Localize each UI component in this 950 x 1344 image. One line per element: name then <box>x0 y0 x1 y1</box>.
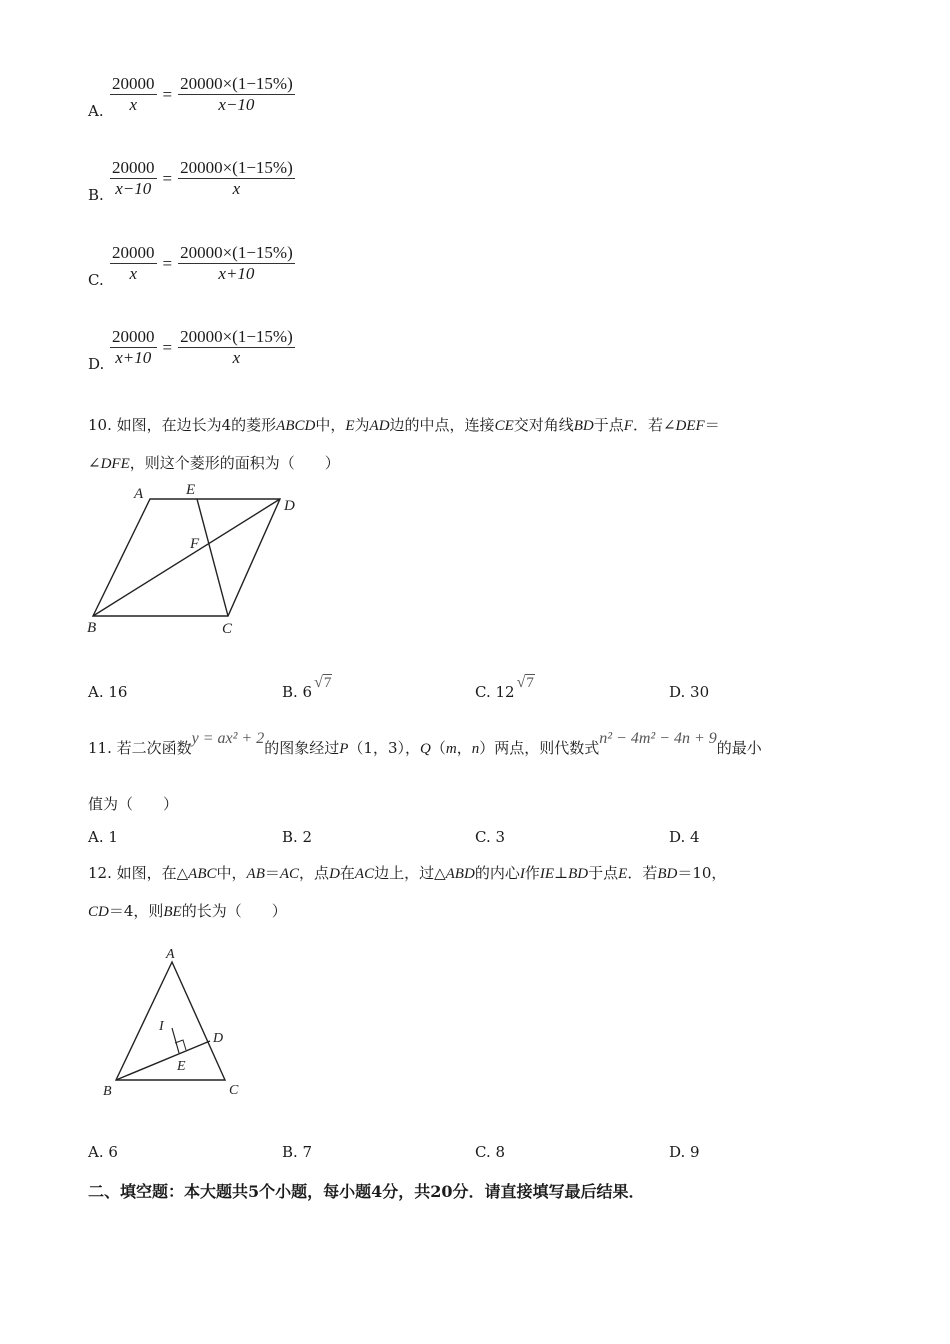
choice-c[interactable]: C. 8 <box>475 1143 506 1161</box>
label-c: C <box>229 1083 239 1098</box>
q12-text-line2: CD＝4，则BE的长为（ ） <box>88 902 287 920</box>
q10-text-line1: 10. 如图，在边长为4的菱形ABCD中，E为AD边的中点，连接CE交对角线BD于点F．若∠DEF＝ <box>88 416 720 434</box>
q11-text-line1: 11. 若二次函数y = ax² + 2的图象经过P（1，3），Q（m，n）两点，则代数式n² − 4m² − 4n + 9的最小 <box>88 730 762 757</box>
label-e: E <box>186 482 196 498</box>
option-label: D. <box>88 355 105 373</box>
equation: $\frac{20000}{x+10}$ = $\frac{20000\times(1-15\%)}{x}$ <box>112 327 293 367</box>
label-b: B <box>103 1084 112 1099</box>
option-label: A. <box>88 102 104 120</box>
label-c: C <box>222 621 233 637</box>
triangle-figure <box>95 940 255 1104</box>
label-b: B <box>87 620 97 636</box>
option-label: B. <box>88 186 104 204</box>
choice-b[interactable]: B. 7 <box>282 1143 313 1161</box>
option-label: C. <box>88 271 104 289</box>
triangle-abc <box>116 962 225 1080</box>
label-a: A <box>134 486 144 502</box>
segment-ce <box>197 499 228 616</box>
equation: $\frac{20000}{x}$ = $\frac{20000\times(1-15\%)}{x-10}$ <box>112 74 293 114</box>
label-a: A <box>166 947 175 962</box>
label-d: D <box>284 498 295 514</box>
q12-text-line1: 12. 如图，在△ABC中，AB＝AC，点D在AC边上，过△ABD的内心I作IE⊥BD于点E．若BD＝10， <box>88 864 727 882</box>
choice-c[interactable]: C. 12√7 <box>475 674 534 701</box>
choice-d[interactable]: D. 9 <box>669 1143 700 1161</box>
choice-a[interactable]: A. 6 <box>88 1143 118 1161</box>
choice-d[interactable]: D. 4 <box>669 828 700 846</box>
label-d: D <box>213 1031 224 1046</box>
sqrt-icon: √ <box>516 674 526 691</box>
choice-c[interactable]: C. 3 <box>475 828 506 846</box>
choice-b[interactable]: B. 2 <box>282 828 313 846</box>
equation: $\frac{20000}{x}$ = $\frac{20000\times(1-15\%)}{x+10}$ <box>112 243 293 283</box>
segment-bd <box>116 1041 210 1080</box>
section-heading: 二、填空题：本大题共5个小题，每小题4分，共20分．请直接填写最后结果． <box>88 1182 645 1201</box>
segment-ie <box>172 1028 179 1053</box>
choice-b[interactable]: B. 6√7 <box>282 674 332 701</box>
choice-a[interactable]: A. 16 <box>88 683 128 701</box>
equation: $\frac{20000}{x-10}$ = $\frac{20000\times(1-15\%)}{x}$ <box>112 158 293 198</box>
label-e: E <box>177 1059 186 1074</box>
rhombus-figure <box>80 478 320 640</box>
label-i: I <box>159 1019 164 1034</box>
label-f: F <box>190 536 200 552</box>
choice-a[interactable]: A. 1 <box>88 828 118 846</box>
q11-text-line2: 值为（ ） <box>88 795 179 813</box>
q10-text-line2: ∠DFE，则这个菱形的面积为（ ） <box>88 454 340 472</box>
sqrt-icon: √ <box>314 674 323 691</box>
choice-d[interactable]: D. 30 <box>669 683 710 701</box>
